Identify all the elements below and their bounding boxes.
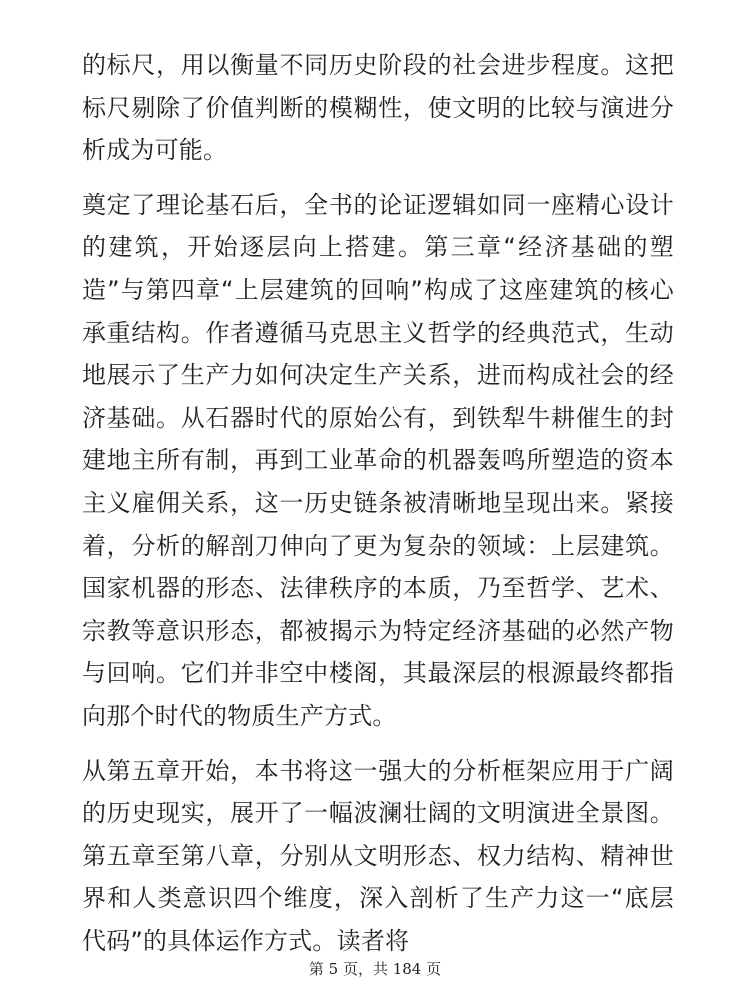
paragraph-1: 的标尺，用以衡量不同历史阶段的社会进步程度。这把标尺剔除了价值判断的模糊性，使文明的比较与演进分析成为可能。 (82, 51, 674, 165)
paragraph-3: 从第五章开始，本书将这一强大的分析框架应用于广阔的历史现实，展开了一幅波澜壮阔的文明演进全景图。第五章至第八章，分别从文明形态、权力结构、精神世界和人类意识四个维度，深入剖析了生产力这一“底层代码”的具体运作方式。读者将 (82, 756, 674, 955)
body-text (82, 44, 674, 974)
page-number-footer: 第 5 页，共 184 页 (308, 960, 442, 978)
paragraph-2: 奠定了理论基石后，全书的论证逻辑如同一座精心设计的建筑，开始逐层向上搭建。第三章“经济基础的塑造”与第四章“上层建筑的回响”构成了这座建筑的核心承重结构。作者遵循马克思主义哲学的经典范式，生动地展示了生产力如何决定生产关系，进而构成社会的经济基础。从石器时代的原始公有，到铁犁牛耕催生的封建地主所有制，再到工业革命的机器轰鸣所塑造的资本主义雇佣关系，这一历史链条被清晰地呈现出来。紧接着，分析的解剖刀伸向了更为复杂的领域：上层建筑。国家机器的形态、法律秩序的本质，乃至哲学、艺术、宗教等意识形态，都被揭示为特定经济基础的必然产物与回响。它们并非空中楼阁，其最深层的根源最终都指向那个时代的物质生产方式。 (82, 190, 674, 730)
